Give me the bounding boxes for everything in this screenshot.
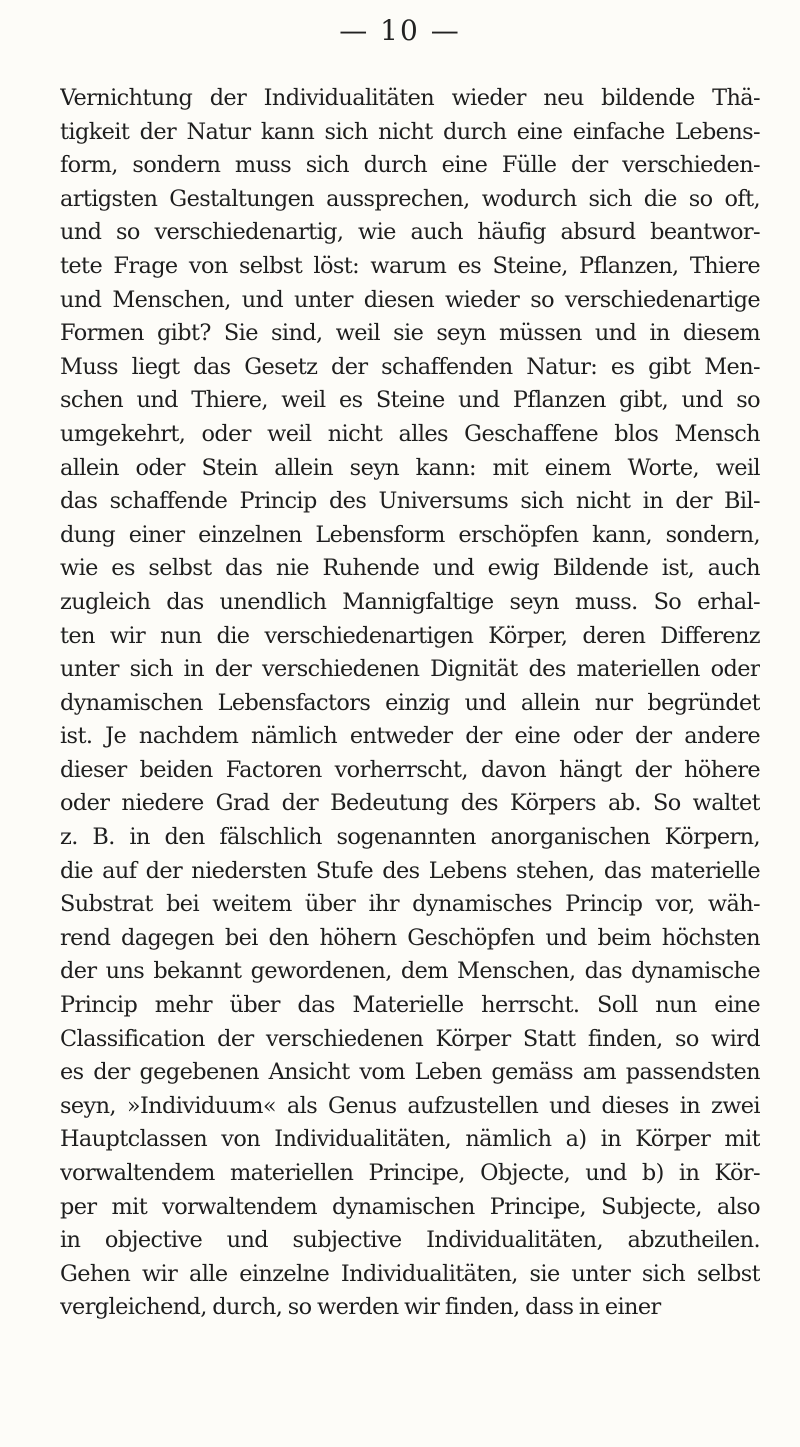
text-line: die auf der niedersten Stufe des Lebens stehen, das materielle <box>60 857 760 884</box>
text-line: rend dagegen bei den höhern Geschöpfen und beim höchsten <box>60 924 760 951</box>
text-line: dynamischen Lebensfactors einzig und allein nur begründet <box>60 689 760 716</box>
text-line: der uns bekannt gewordenen, dem Menschen, das dynamische <box>60 958 760 985</box>
text-line: oder niedere Grad der Bedeutung des Körpers ab. So waltet <box>60 790 760 817</box>
text-line: und so verschiedenartig, wie auch häufig absurd beantwor- <box>60 219 760 246</box>
text-line: per mit vorwaltendem dynamischen Principe, Subjecte, also <box>60 1193 760 1220</box>
text-line: ten wir nun die verschiedenartigen Körper, deren Differenz <box>60 622 760 649</box>
text-line: ist. Je nachdem nämlich entweder der eine oder der andere <box>60 723 760 750</box>
text-line: Substrat bei weitem über ihr dynamisches Princip vor, wäh- <box>60 891 760 918</box>
text-line: Formen gibt? Sie sind, weil sie seyn müssen und in diesem <box>60 320 760 347</box>
text-line: Princip mehr über das Materielle herrscht. Soll nun eine <box>60 992 760 1019</box>
text-line: seyn, »Individuum« als Genus aufzustellen und dieses in zwei <box>60 1092 760 1119</box>
page-number-header: — 10 — <box>339 14 461 47</box>
text-line: schen und Thiere, weil es Steine und Pflanzen gibt, und so <box>60 387 760 414</box>
text-line: tigkeit der Natur kann sich nicht durch eine einfache Lebens- <box>60 118 760 145</box>
text-line: artigsten Gestaltungen aussprechen, wodurch sich die so oft, <box>60 185 760 212</box>
text-line: Classification der verschiedenen Körper Statt finden, so wird <box>60 1025 760 1052</box>
text-line: Vernichtung der Individualitäten wieder neu bildende Thä- <box>60 85 760 111</box>
text-line: vorwaltendem materiellen Principe, Objecte, und b) in Kör- <box>60 1160 760 1186</box>
text-line: Muss liegt das Gesetz der schaffenden Natur: es gibt Men- <box>60 353 760 380</box>
text-line: das schaffende Princip des Universums sich nicht in der Bil- <box>60 488 760 515</box>
text-line: tete Frage von selbst löst: warum es Steine, Pflanzen, Thiere <box>60 252 760 279</box>
text-line: und Menschen, und unter diesen wieder so verschiedenartige <box>60 286 760 313</box>
text-line: form, sondern muss sich durch eine Fülle der verschieden- <box>60 152 760 179</box>
text-line: in objective und subjective Individualitäten, abzutheilen. <box>60 1227 760 1254</box>
text-line: es der gegebenen Ansicht vom Leben gemäss am passendsten <box>60 1059 760 1086</box>
text-line: Hauptclassen von Individualitäten, nämlich a) in Körper mit <box>60 1126 760 1153</box>
text-line: umgekehrt, oder weil nicht alles Geschaffene blos Mensch <box>60 420 760 447</box>
text-line: Gehen wir alle einzelne Individualitäten, sie unter sich selbst <box>60 1260 760 1287</box>
text-line: vergleichend, durch, so werden wir finden, dass in einer <box>60 1294 661 1321</box>
text-line: dieser beiden Factoren vorherrscht, davon hängt der höhere <box>60 756 760 783</box>
text-line: dung einer einzelnen Lebensform erschöpfen kann, sondern, <box>60 521 760 548</box>
text-line: allein oder Stein allein seyn kann: mit einem Worte, weil <box>60 454 760 481</box>
text-line: unter sich in der verschiedenen Dignität des materiellen oder <box>60 656 760 683</box>
text-line: zugleich das unendlich Mannigfaltige seyn muss. So erhal- <box>60 588 760 615</box>
text-line: z. B. in den fälschlich sogenannten anorganischen Körpern, <box>60 824 760 851</box>
body-text <box>60 82 760 1325</box>
text-line: wie es selbst das nie Ruhende und ewig Bildende ist, auch <box>60 555 760 582</box>
